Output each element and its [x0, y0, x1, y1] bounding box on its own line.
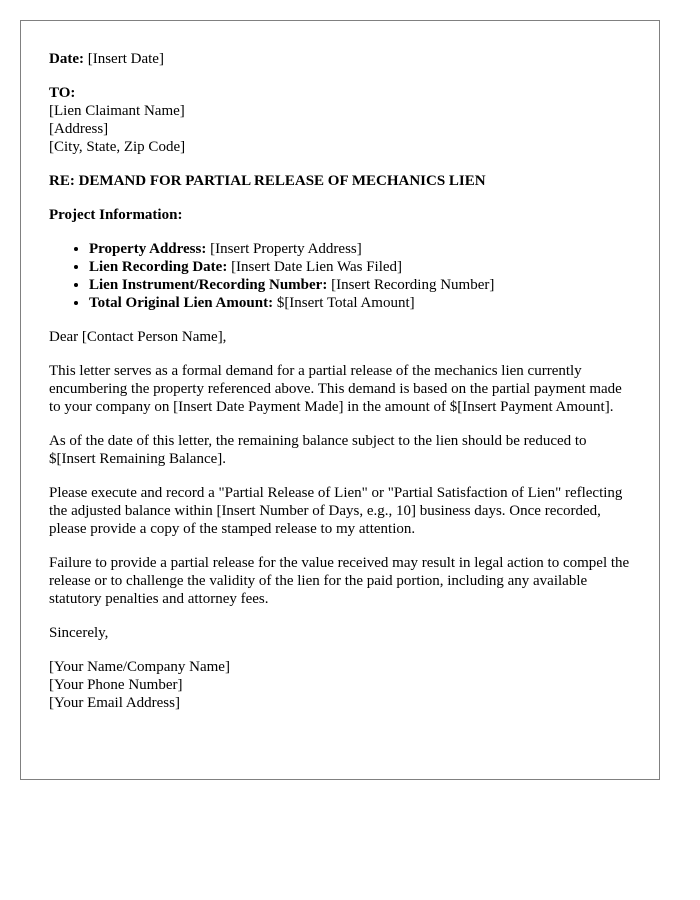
total-lien-amount-value: $[Insert Total Amount]	[273, 295, 415, 311]
lien-recording-date-value: [Insert Date Lien Was Filed]	[227, 259, 403, 275]
signature-phone: [Your Phone Number]	[49, 677, 183, 693]
subject-line: RE: DEMAND FOR PARTIAL RELEASE OF MECHANICS LIEN	[49, 173, 486, 189]
closing: Sincerely,	[49, 625, 109, 641]
date-line	[49, 50, 631, 68]
property-address-label: Property Address:	[89, 241, 207, 257]
project-info-heading: Project Information:	[49, 207, 183, 223]
body-paragraph-demand: This letter serves as a formal demand for a partial release of the mechanics lien currently encumbering the property referenced above. This demand is based on the partial payment made to your company on [Insert Date Payment Made] in the amount of $[Insert Payment Amount].	[49, 363, 622, 415]
project-info-list	[49, 240, 631, 312]
list-item	[89, 240, 631, 258]
letter-document	[20, 20, 660, 780]
date-value: [Insert Date]	[83, 51, 164, 67]
lien-instrument-number-label: Lien Instrument/Recording Number:	[89, 277, 328, 293]
lien-instrument-number-value: [Insert Recording Number]	[327, 277, 495, 293]
date-label: Date:	[49, 51, 84, 67]
list-item	[89, 276, 631, 294]
body-paragraph-balance: As of the date of this letter, the remaining balance subject to the lien should be reduced to $[Insert Remaining Balance].	[49, 433, 587, 467]
body-paragraph-execute: Please execute and record a "Partial Release of Lien" or "Partial Satisfaction of Lien" reflecting the adjusted balance within [Insert Number of Days, e.g., 10] business days. Once recorded, please provide a copy of the stamped release to my attention.	[49, 485, 623, 537]
signature-name: [Your Name/Company Name]	[49, 659, 230, 675]
recipient-block	[49, 84, 631, 156]
lien-recording-date-label: Lien Recording Date:	[89, 259, 228, 275]
total-lien-amount-label: Total Original Lien Amount:	[89, 295, 274, 311]
property-address-value: [Insert Property Address]	[206, 241, 362, 257]
signature-email: [Your Email Address]	[49, 695, 180, 711]
signature-block	[49, 658, 631, 712]
body-paragraph-failure: Failure to provide a partial release for the value received may result in legal action to compel the release or to challenge the validity of the lien for the paid portion, including any available statutory penalties and attorney fees.	[49, 555, 630, 607]
recipient-city-state-zip: [City, State, Zip Code]	[49, 139, 186, 155]
recipient-name: [Lien Claimant Name]	[49, 103, 185, 119]
salutation: Dear [Contact Person Name],	[49, 329, 227, 345]
recipient-address: [Address]	[49, 121, 109, 137]
list-item	[89, 294, 631, 312]
to-label: TO:	[49, 85, 76, 101]
list-item	[89, 258, 631, 276]
